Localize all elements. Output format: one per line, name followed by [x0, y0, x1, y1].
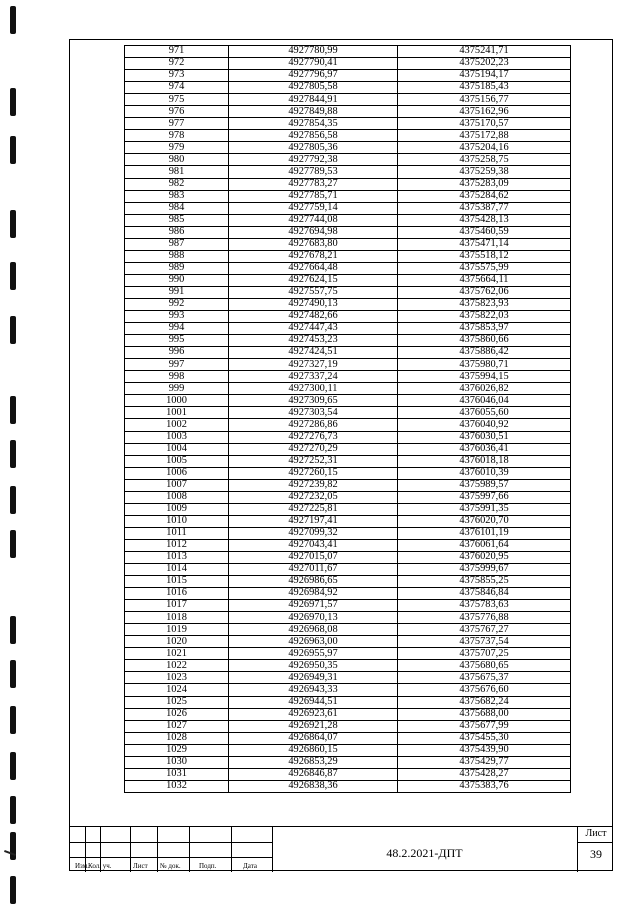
table-row: [125, 527, 571, 539]
table-row: [125, 551, 571, 563]
table-row: [125, 311, 571, 323]
y-coordinate-cell: 4375162,96: [398, 106, 571, 118]
x-coordinate-cell: 4927327,19: [229, 359, 398, 371]
x-coordinate-cell: 4926986,65: [229, 576, 398, 588]
y-coordinate-cell: 4375194,17: [398, 70, 571, 82]
table-row: [125, 744, 571, 756]
point-number-cell: 980: [125, 154, 229, 166]
binding-mark: [10, 88, 16, 116]
y-coordinate-cell: 4375999,67: [398, 564, 571, 576]
point-number-cell: 1016: [125, 588, 229, 600]
x-coordinate-cell: 4927482,66: [229, 311, 398, 323]
y-coordinate-cell: 4375886,42: [398, 347, 571, 359]
y-coordinate-cell: 4375387,77: [398, 202, 571, 214]
point-number-cell: 997: [125, 359, 229, 371]
point-number-cell: 988: [125, 250, 229, 262]
point-number-cell: 1029: [125, 744, 229, 756]
table-row: [125, 347, 571, 359]
x-coordinate-cell: 4926944,51: [229, 696, 398, 708]
x-coordinate-cell: 4927678,21: [229, 250, 398, 262]
y-coordinate-cell: 4375676,60: [398, 684, 571, 696]
y-coordinate-cell: 4375455,30: [398, 732, 571, 744]
y-coordinate-cell: 4375259,38: [398, 166, 571, 178]
table-row: [125, 250, 571, 262]
y-coordinate-cell: 4376046,04: [398, 395, 571, 407]
x-coordinate-cell: 4927300,11: [229, 383, 398, 395]
y-coordinate-cell: 4375853,97: [398, 323, 571, 335]
point-number-cell: 1023: [125, 672, 229, 684]
binding-mark: [10, 210, 16, 238]
document-code: 48.2.2021-ДПТ: [386, 846, 463, 860]
binding-mark: [10, 262, 16, 290]
table-row: [125, 94, 571, 106]
table-row: [125, 624, 571, 636]
table-row: [125, 395, 571, 407]
table-row: [125, 323, 571, 335]
point-number-cell: 1013: [125, 551, 229, 563]
x-coordinate-cell: 4927856,58: [229, 130, 398, 142]
x-coordinate-cell: 4927790,41: [229, 58, 398, 70]
x-coordinate-cell: 4927849,88: [229, 106, 398, 118]
x-coordinate-cell: 4927744,08: [229, 214, 398, 226]
y-coordinate-cell: 4376040,92: [398, 419, 571, 431]
binding-mark: [10, 706, 16, 734]
y-coordinate-cell: 4375428,13: [398, 214, 571, 226]
y-coordinate-cell: 4375460,59: [398, 226, 571, 238]
table-row: [125, 672, 571, 684]
table-row: [125, 564, 571, 576]
x-coordinate-cell: 4926950,35: [229, 660, 398, 672]
y-coordinate-cell: 4375428,27: [398, 768, 571, 780]
point-number-cell: 1022: [125, 660, 229, 672]
table-row: [125, 238, 571, 250]
y-coordinate-cell: 4376030,51: [398, 431, 571, 443]
x-coordinate-cell: 4927453,23: [229, 335, 398, 347]
point-number-cell: 1004: [125, 443, 229, 455]
table-row: [125, 298, 571, 310]
table-row: [125, 756, 571, 768]
stamp-label-change: Изм.: [75, 862, 89, 870]
table-row: [125, 419, 571, 431]
y-coordinate-cell: 4375156,77: [398, 94, 571, 106]
y-coordinate-cell: 4375997,66: [398, 491, 571, 503]
coordinates-table: [124, 45, 571, 793]
point-number-cell: 984: [125, 202, 229, 214]
y-coordinate-cell: 4375822,03: [398, 311, 571, 323]
x-coordinate-cell: 4927011,67: [229, 564, 398, 576]
y-coordinate-cell: 4375383,76: [398, 780, 571, 792]
x-coordinate-cell: 4927015,07: [229, 551, 398, 563]
y-coordinate-cell: 4375846,84: [398, 588, 571, 600]
y-coordinate-cell: 4375185,43: [398, 82, 571, 94]
point-number-cell: 986: [125, 226, 229, 238]
table-row: [125, 576, 571, 588]
point-number-cell: 996: [125, 347, 229, 359]
table-row: [125, 371, 571, 383]
table-row: [125, 106, 571, 118]
table-row: [125, 660, 571, 672]
y-coordinate-cell: 4375284,62: [398, 190, 571, 202]
x-coordinate-cell: 4927286,86: [229, 419, 398, 431]
table-row: [125, 130, 571, 142]
table-row: [125, 118, 571, 130]
point-number-cell: 1014: [125, 564, 229, 576]
table-row: [125, 274, 571, 286]
table-row: [125, 696, 571, 708]
x-coordinate-cell: 4927490,13: [229, 298, 398, 310]
y-coordinate-cell: 4375855,25: [398, 576, 571, 588]
x-coordinate-cell: 4927043,41: [229, 539, 398, 551]
point-number-cell: 992: [125, 298, 229, 310]
x-coordinate-cell: 4927239,82: [229, 479, 398, 491]
y-coordinate-cell: 4375439,90: [398, 744, 571, 756]
table-row: [125, 154, 571, 166]
y-coordinate-cell: 4375994,15: [398, 371, 571, 383]
sheet-number: 39: [590, 847, 602, 861]
x-coordinate-cell: 4927447,43: [229, 323, 398, 335]
point-number-cell: 1015: [125, 576, 229, 588]
y-coordinate-cell: 4375575,99: [398, 262, 571, 274]
sheet-label: Лист: [585, 828, 607, 839]
y-coordinate-cell: 4375737,54: [398, 636, 571, 648]
table-row: [125, 648, 571, 660]
binding-mark: [10, 660, 16, 688]
point-number-cell: 991: [125, 286, 229, 298]
table-row: [125, 467, 571, 479]
point-number-cell: 990: [125, 274, 229, 286]
x-coordinate-cell: 4926923,61: [229, 708, 398, 720]
point-number-cell: 1021: [125, 648, 229, 660]
x-coordinate-cell: 4926984,92: [229, 588, 398, 600]
point-number-cell: 1031: [125, 768, 229, 780]
y-coordinate-cell: 4375471,14: [398, 238, 571, 250]
y-coordinate-cell: 4375172,88: [398, 130, 571, 142]
x-coordinate-cell: 4927780,99: [229, 46, 398, 58]
y-coordinate-cell: 4376026,82: [398, 383, 571, 395]
y-coordinate-cell: 4375680,65: [398, 660, 571, 672]
point-number-cell: 987: [125, 238, 229, 250]
point-number-cell: 1002: [125, 419, 229, 431]
x-coordinate-cell: 4927232,05: [229, 491, 398, 503]
x-coordinate-cell: 4927783,27: [229, 178, 398, 190]
x-coordinate-cell: 4927759,14: [229, 202, 398, 214]
y-coordinate-cell: 4375258,75: [398, 154, 571, 166]
x-coordinate-cell: 4926853,29: [229, 756, 398, 768]
table-row: [125, 588, 571, 600]
binding-mark: [10, 796, 16, 824]
y-coordinate-cell: 4375677,99: [398, 720, 571, 732]
x-coordinate-cell: 4927854,35: [229, 118, 398, 130]
point-number-cell: 983: [125, 190, 229, 202]
x-coordinate-cell: 4927276,73: [229, 431, 398, 443]
y-coordinate-cell: 4375664,11: [398, 274, 571, 286]
x-coordinate-cell: 4927664,48: [229, 262, 398, 274]
point-number-cell: 975: [125, 94, 229, 106]
y-coordinate-cell: 4376018,18: [398, 455, 571, 467]
y-coordinate-cell: 4375776,88: [398, 612, 571, 624]
table-row: [125, 684, 571, 696]
point-number-cell: 994: [125, 323, 229, 335]
y-coordinate-cell: 4375688,00: [398, 708, 571, 720]
table-row: [125, 82, 571, 94]
x-coordinate-cell: 4926970,13: [229, 612, 398, 624]
x-coordinate-cell: 4927805,58: [229, 82, 398, 94]
x-coordinate-cell: 4926963,00: [229, 636, 398, 648]
point-number-cell: 974: [125, 82, 229, 94]
point-number-cell: 989: [125, 262, 229, 274]
table-row: [125, 70, 571, 82]
point-number-cell: 973: [125, 70, 229, 82]
x-coordinate-cell: 4927694,98: [229, 226, 398, 238]
table-row: [125, 636, 571, 648]
table-row: [125, 720, 571, 732]
table-row: [125, 262, 571, 274]
stamp-label-doc: № док.: [160, 862, 181, 870]
x-coordinate-cell: 4927805,36: [229, 142, 398, 154]
x-coordinate-cell: 4926943,33: [229, 684, 398, 696]
point-number-cell: 1007: [125, 479, 229, 491]
x-coordinate-cell: 4927844,91: [229, 94, 398, 106]
x-coordinate-cell: 4927309,65: [229, 395, 398, 407]
x-coordinate-cell: 4927624,15: [229, 274, 398, 286]
y-coordinate-cell: 4375241,71: [398, 46, 571, 58]
binding-mark: [10, 440, 16, 468]
point-number-cell: 982: [125, 178, 229, 190]
binding-mark: [10, 876, 16, 904]
x-coordinate-cell: 4927792,38: [229, 154, 398, 166]
table-row: [125, 600, 571, 612]
binding-mark: [10, 6, 16, 34]
y-coordinate-cell: 4376101,19: [398, 527, 571, 539]
x-coordinate-cell: 4927260,15: [229, 467, 398, 479]
x-coordinate-cell: 4927303,54: [229, 407, 398, 419]
y-coordinate-cell: 4375682,24: [398, 696, 571, 708]
point-number-cell: 1001: [125, 407, 229, 419]
table-row: [125, 226, 571, 238]
table-row: [125, 732, 571, 744]
table-row: [125, 612, 571, 624]
y-coordinate-cell: 4375989,57: [398, 479, 571, 491]
point-number-cell: 1028: [125, 732, 229, 744]
y-coordinate-cell: 4375980,71: [398, 359, 571, 371]
point-number-cell: 979: [125, 142, 229, 154]
y-coordinate-cell: 4375762,06: [398, 286, 571, 298]
point-number-cell: 977: [125, 118, 229, 130]
x-coordinate-cell: 4927225,81: [229, 503, 398, 515]
binding-mark: [10, 530, 16, 558]
point-number-cell: 998: [125, 371, 229, 383]
x-coordinate-cell: 4926864,07: [229, 732, 398, 744]
point-number-cell: 1011: [125, 527, 229, 539]
binding-mark: [10, 752, 16, 780]
table-row: [125, 503, 571, 515]
table-row: [125, 142, 571, 154]
table-row: [125, 539, 571, 551]
y-coordinate-cell: 4375429,77: [398, 756, 571, 768]
point-number-cell: 1017: [125, 600, 229, 612]
point-number-cell: 985: [125, 214, 229, 226]
x-coordinate-cell: 4926860,15: [229, 744, 398, 756]
x-coordinate-cell: 4927424,51: [229, 347, 398, 359]
table-row: [125, 58, 571, 70]
x-coordinate-cell: 4926968,08: [229, 624, 398, 636]
point-number-cell: 1024: [125, 684, 229, 696]
point-number-cell: 1020: [125, 636, 229, 648]
y-coordinate-cell: 4376010,39: [398, 467, 571, 479]
point-number-cell: 1026: [125, 708, 229, 720]
point-number-cell: 972: [125, 58, 229, 70]
x-coordinate-cell: 4927789,53: [229, 166, 398, 178]
point-number-cell: 971: [125, 46, 229, 58]
y-coordinate-cell: 4375991,35: [398, 503, 571, 515]
binding-marks: [0, 0, 30, 905]
point-number-cell: 1005: [125, 455, 229, 467]
table-row: [125, 708, 571, 720]
x-coordinate-cell: 4927683,80: [229, 238, 398, 250]
y-coordinate-cell: 4376061,64: [398, 539, 571, 551]
y-coordinate-cell: 4375170,57: [398, 118, 571, 130]
stamp-label-signature: Подп.: [199, 862, 217, 870]
point-number-cell: 978: [125, 130, 229, 142]
y-coordinate-cell: 4376020,70: [398, 515, 571, 527]
y-coordinate-cell: 4375675,37: [398, 672, 571, 684]
stamp-label-date: Дата: [243, 862, 257, 870]
point-number-cell: 993: [125, 311, 229, 323]
y-coordinate-cell: 4375860,66: [398, 335, 571, 347]
point-number-cell: 995: [125, 335, 229, 347]
table-row: [125, 202, 571, 214]
y-coordinate-cell: 4375707,25: [398, 648, 571, 660]
table-row: [125, 359, 571, 371]
point-number-cell: 1006: [125, 467, 229, 479]
point-number-cell: 1008: [125, 491, 229, 503]
table-row: [125, 46, 571, 58]
point-number-cell: 1018: [125, 612, 229, 624]
table-row: [125, 286, 571, 298]
binding-mark: [10, 486, 16, 514]
table-row: [125, 383, 571, 395]
table-row: [125, 431, 571, 443]
table-row: [125, 491, 571, 503]
y-coordinate-cell: 4375767,27: [398, 624, 571, 636]
x-coordinate-cell: 4927270,29: [229, 443, 398, 455]
y-coordinate-cell: 4375823,93: [398, 298, 571, 310]
x-coordinate-cell: 4927337,24: [229, 371, 398, 383]
x-coordinate-cell: 4927557,75: [229, 286, 398, 298]
point-number-cell: 1012: [125, 539, 229, 551]
y-coordinate-cell: 4376055,60: [398, 407, 571, 419]
y-coordinate-cell: 4375283,09: [398, 178, 571, 190]
x-coordinate-cell: 4927785,71: [229, 190, 398, 202]
table-row: [125, 768, 571, 780]
x-coordinate-cell: 4927252,31: [229, 455, 398, 467]
table-row: [125, 178, 571, 190]
x-coordinate-cell: 4926971,57: [229, 600, 398, 612]
point-number-cell: 1027: [125, 720, 229, 732]
table-row: [125, 443, 571, 455]
point-number-cell: 976: [125, 106, 229, 118]
table-row: [125, 455, 571, 467]
x-coordinate-cell: 4926955,97: [229, 648, 398, 660]
table-row: [125, 780, 571, 792]
point-number-cell: 1010: [125, 515, 229, 527]
point-number-cell: 999: [125, 383, 229, 395]
table-row: [125, 515, 571, 527]
point-number-cell: 1025: [125, 696, 229, 708]
y-coordinate-cell: 4376036,41: [398, 443, 571, 455]
x-coordinate-cell: 4926921,28: [229, 720, 398, 732]
binding-mark: [10, 396, 16, 424]
stamp-label-sheet: Лист: [133, 862, 148, 870]
y-coordinate-cell: 4375518,12: [398, 250, 571, 262]
point-number-cell: 1009: [125, 503, 229, 515]
binding-mark: [10, 616, 16, 644]
table-row: [125, 214, 571, 226]
x-coordinate-cell: 4927099,32: [229, 527, 398, 539]
x-coordinate-cell: 4927197,41: [229, 515, 398, 527]
x-coordinate-cell: 4926838,36: [229, 780, 398, 792]
point-number-cell: 981: [125, 166, 229, 178]
table-row: [125, 166, 571, 178]
y-coordinate-cell: 4375783,63: [398, 600, 571, 612]
point-number-cell: 1003: [125, 431, 229, 443]
stamp-label-count: Кол. уч.: [88, 862, 112, 870]
y-coordinate-cell: 4375202,23: [398, 58, 571, 70]
y-coordinate-cell: 4375204,16: [398, 142, 571, 154]
binding-mark: [10, 136, 16, 164]
x-coordinate-cell: 4927796,97: [229, 70, 398, 82]
table-row: [125, 335, 571, 347]
point-number-cell: 1030: [125, 756, 229, 768]
table-row: [125, 407, 571, 419]
point-number-cell: 1000: [125, 395, 229, 407]
x-coordinate-cell: 4926846,87: [229, 768, 398, 780]
table-row: [125, 479, 571, 491]
binding-mark: [10, 316, 16, 344]
y-coordinate-cell: 4376020,95: [398, 551, 571, 563]
x-coordinate-cell: 4926949,31: [229, 672, 398, 684]
table-row: [125, 190, 571, 202]
point-number-cell: 1019: [125, 624, 229, 636]
point-number-cell: 1032: [125, 780, 229, 792]
